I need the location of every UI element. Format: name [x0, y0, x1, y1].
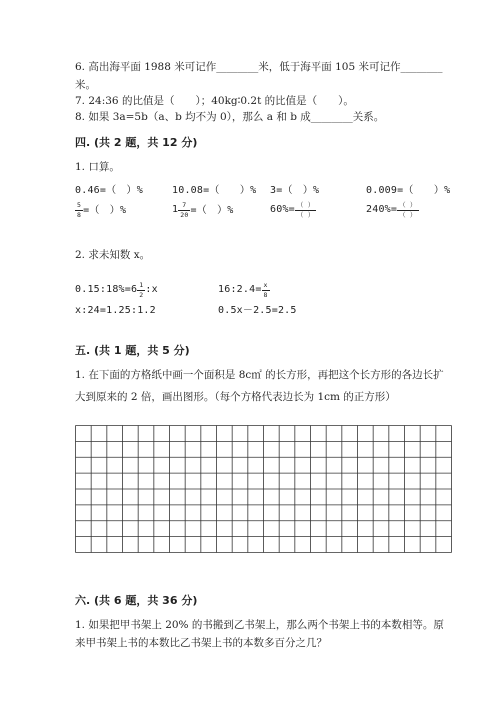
- fraction-7-20: $\frac{7}{20}$: [180, 201, 189, 219]
- oral-item-2: 10.08=（ ）%: [172, 185, 257, 196]
- problem-6-line2: 米。: [75, 79, 96, 91]
- blank-fraction: $\frac{( )}{( )}$: [296, 201, 315, 219]
- square-grid-paper[interactable]: [75, 425, 452, 556]
- fraction-x-8: $\frac{x}{8}$: [263, 281, 268, 299]
- grid-svg: [75, 425, 452, 553]
- oral-item-1: 0.46=（ ）%: [75, 185, 143, 196]
- oral-item-7: 60%= $\frac{( )}{( )}$: [270, 201, 315, 219]
- oral-item-6: 1 $\frac{7}{20}$ =（ ）%: [172, 201, 234, 219]
- equation-3: x:24=1.25:1.2: [75, 305, 156, 316]
- grid-question-line1: 1. 在下面的方格纸中画一个面积是 8c㎡ 的长方形，再把这个长方形的各边长扩: [75, 369, 444, 381]
- bookshelf-question-line1: 1. 如果把甲书架上 20% 的书搬到乙书架上，那么两个书架上书的本数相等。原: [75, 619, 444, 631]
- equation-4: 0.5x－2.5=2.5: [218, 305, 297, 316]
- section-5-title: 五. (共 1 题，共 5 分): [75, 344, 190, 357]
- solve-x-label: 2. 求未知数 x。: [75, 249, 151, 261]
- oral-calc-label: 1. 口算。: [75, 161, 120, 173]
- problem-6-line1: 6. 高出海平面 1988 米可记作________米，低于海平面 105 米可记作________: [75, 61, 443, 73]
- oral-item-5: $\frac{5}{8}$ =（ ）%: [77, 201, 127, 219]
- fraction-5-8: $\frac{5}{8}$: [77, 201, 82, 219]
- oral-item-4: 0.009=（ ）%: [366, 185, 451, 196]
- grid-question-line2: 大到原来的 2 倍，画出图形。（每个方格代表边长为 1cm 的正方形）: [75, 391, 396, 403]
- section-4-title: 四. (共 2 题，共 12 分): [75, 136, 198, 149]
- equation-1: 0.15:18%=6 $\frac{1}{2}$ :x: [75, 281, 158, 299]
- problem-7: 7. 24:36 的比值是（ ）；40kg∶0.2t 的比值是（ ）。: [75, 95, 354, 107]
- fraction-1-2: $\frac{1}{2}$: [139, 281, 144, 299]
- section-6-title: 六. (共 6 题，共 36 分): [75, 594, 198, 607]
- bookshelf-question-line2: 来甲书架上书的本数比乙书架上书的本数多百分之几？: [75, 637, 327, 649]
- equation-2: 16:2.4= $\frac{x}{8}$: [218, 281, 268, 299]
- oral-item-3: 3=（ ）%: [270, 185, 320, 196]
- blank-fraction: $\frac{( )}{( )}$: [399, 201, 417, 219]
- oral-item-8: 240%= $\frac{( )}{( )}$: [366, 201, 417, 219]
- problem-8: 8. 如果 3a=5b（a、b 均不为 0），那么 a 和 b 成________关系。: [75, 111, 385, 123]
